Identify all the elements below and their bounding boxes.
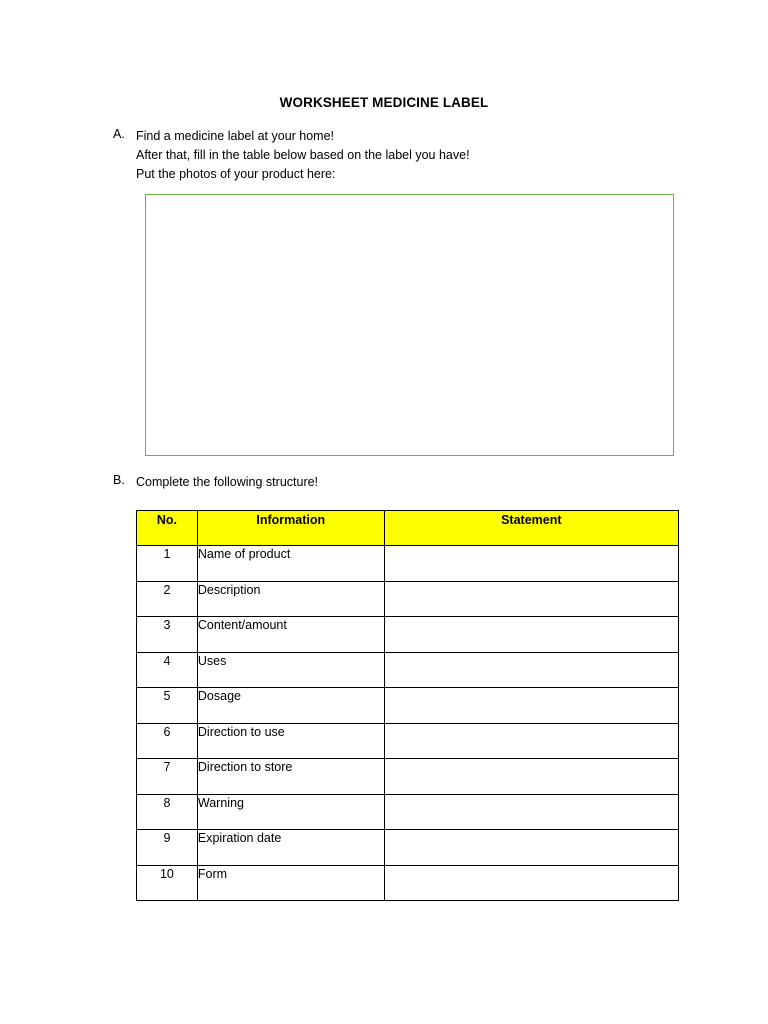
row-statement-field[interactable] — [384, 759, 678, 795]
row-statement-field[interactable] — [384, 830, 678, 866]
row-number: 4 — [137, 652, 198, 688]
section-b-instructions — [136, 473, 696, 492]
row-statement-field[interactable] — [384, 617, 678, 653]
row-number: 9 — [137, 830, 198, 866]
row-number: 2 — [137, 581, 198, 617]
row-information: Content/amount — [197, 617, 384, 653]
table-row — [137, 688, 679, 724]
section-b-marker: B. — [113, 473, 125, 487]
row-number: 3 — [137, 617, 198, 653]
header-statement: Statement — [384, 511, 678, 546]
section-a-marker: A. — [113, 127, 125, 141]
page-title: WORKSHEET MEDICINE LABEL — [279, 95, 489, 110]
row-information: Uses — [197, 652, 384, 688]
row-number: 7 — [137, 759, 198, 795]
instruction-line: Put the photos of your product here: — [136, 167, 336, 181]
row-number: 10 — [137, 865, 198, 901]
row-information: Direction to store — [197, 759, 384, 795]
row-statement-field[interactable] — [384, 794, 678, 830]
table-row — [137, 723, 679, 759]
row-statement-field[interactable] — [384, 865, 678, 901]
instruction-line: Complete the following structure! — [136, 475, 319, 489]
row-statement-field[interactable] — [384, 723, 678, 759]
table-row — [137, 652, 679, 688]
table-row — [137, 759, 679, 795]
row-information: Direction to use — [197, 723, 384, 759]
table-row — [137, 830, 679, 866]
row-information: Form — [197, 865, 384, 901]
row-information: Description — [197, 581, 384, 617]
row-information: Expiration date — [197, 830, 384, 866]
product-photo-box[interactable] — [145, 194, 674, 456]
row-number: 8 — [137, 794, 198, 830]
row-number: 5 — [137, 688, 198, 724]
row-information: Dosage — [197, 688, 384, 724]
table-row — [137, 546, 679, 582]
row-information: Warning — [197, 794, 384, 830]
table-row — [137, 865, 679, 901]
header-information: Information — [197, 511, 384, 546]
table-row — [137, 581, 679, 617]
row-statement-field[interactable] — [384, 652, 678, 688]
row-number: 6 — [137, 723, 198, 759]
row-statement-field[interactable] — [384, 688, 678, 724]
row-information: Name of product — [197, 546, 384, 582]
row-number: 1 — [137, 546, 198, 582]
header-no: No. — [137, 511, 198, 546]
table-row — [137, 617, 679, 653]
structure-table — [136, 510, 679, 901]
instruction-line: Find a medicine label at your home! — [136, 129, 335, 143]
section-a-instructions — [136, 127, 696, 184]
table-body — [137, 546, 679, 901]
instruction-line: After that, fill in the table below based on the label you have! — [136, 148, 470, 162]
table-header-row — [137, 511, 679, 546]
row-statement-field[interactable] — [384, 581, 678, 617]
row-statement-field[interactable] — [384, 546, 678, 582]
table-row — [137, 794, 679, 830]
